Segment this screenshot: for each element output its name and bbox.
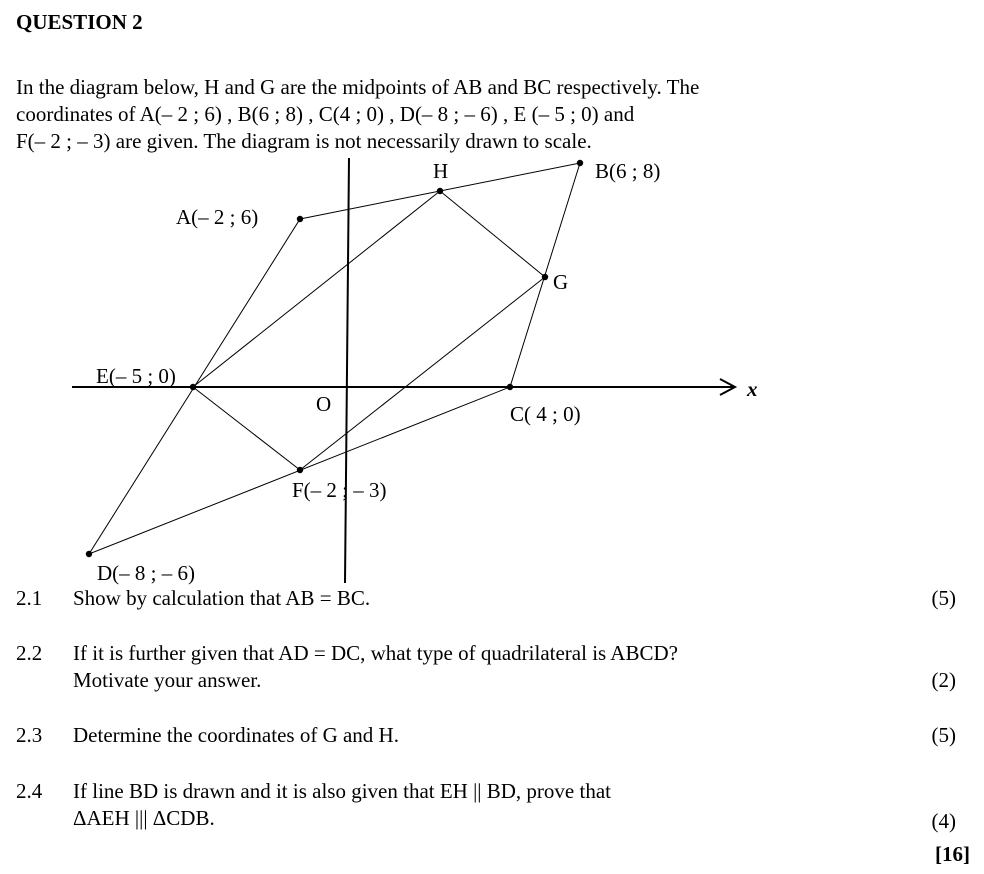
question-marks: (4) [931, 809, 956, 833]
question-heading: QUESTION 2 [16, 10, 143, 34]
label-g: G [553, 270, 569, 294]
point-c [507, 384, 513, 390]
label-a: A(– 2 ; 6) [176, 205, 259, 229]
point-g [542, 274, 548, 280]
line-gf [300, 277, 545, 470]
label-f: F(– 2 ; – 3) [292, 478, 387, 502]
question-text [73, 778, 611, 832]
question-line: If it is further given that AD = DC, what type of quadrilateral is ABCD? [73, 641, 678, 665]
point-h [437, 188, 443, 194]
question-number: 2.3 [16, 723, 43, 747]
point-a [297, 216, 303, 222]
question-number: 2.1 [16, 586, 43, 610]
label-d: D(– 8 ; – 6) [97, 561, 195, 585]
question-text [73, 722, 399, 749]
question-marks: (5) [931, 586, 956, 610]
question-text [73, 640, 678, 694]
x-axis-label: x [747, 377, 758, 401]
point-e [190, 384, 196, 390]
intro-line: In the diagram below, H and G are the midpoints of AB and BC respectively. The [16, 75, 700, 99]
intro-line: F(– 2 ; – 3) are given. The diagram is not necessarily drawn to scale. [16, 129, 592, 153]
label-e: E(– 5 ; 0) [96, 364, 176, 388]
label-h: H [433, 159, 449, 183]
y-axis [345, 158, 349, 583]
point-d [86, 551, 92, 557]
question-line: ΔAEH ||| ΔCDB. [73, 806, 215, 830]
question-text [73, 585, 370, 612]
question-number: 2.2 [16, 641, 43, 665]
total-marks: [16] [935, 842, 970, 866]
origin-label: O [316, 392, 332, 416]
question-marks: (5) [931, 723, 956, 747]
question-marks: (2) [931, 668, 956, 692]
line-hg [440, 191, 545, 277]
question-line: Motivate your answer. [73, 668, 262, 692]
point-b [577, 160, 583, 166]
line-fe [193, 387, 300, 470]
label-b: B(6 ; 8) [595, 159, 661, 183]
point-f [297, 467, 303, 473]
question-line: Determine the coordinates of G and H. [73, 723, 399, 747]
label-c: C( 4 ; 0) [510, 402, 581, 426]
question-line: If line BD is drawn and it is also given that EH || BD, prove that [73, 779, 611, 803]
intro-line: coordinates of A(– 2 ; 6) , B(6 ; 8) , C(4 ; 0) , D(– 8 ; – 6) , E (– 5 ; 0) and [16, 102, 635, 126]
question-number: 2.4 [16, 779, 43, 803]
question-line: Show by calculation that AB = BC. [73, 586, 371, 610]
